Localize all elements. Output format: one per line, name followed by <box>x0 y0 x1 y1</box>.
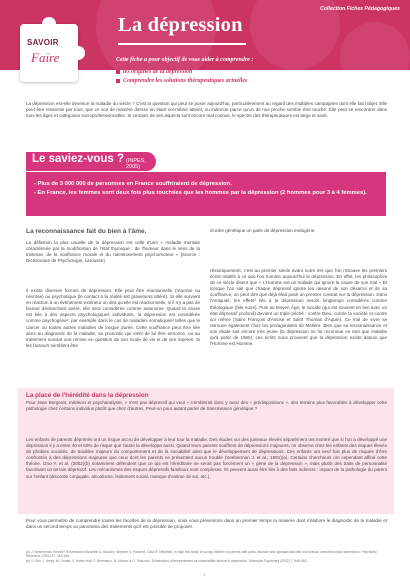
title-underline <box>118 43 246 45</box>
fact-item: - Plus de 3 000 000 de personnes en France souffriraient de dépression. <box>34 181 232 187</box>
logo-text-top: SAVOIR <box>27 38 59 47</box>
history-paragraph: Historiquement, c'est au premier siècle avant notre ère que l'on retrouve les premiers écrits relatifs à ce que l'on nomme aujourd'hui la dépression. En effet, les philosophes de ce siècle disent que « L'Homme est un malade qui ignore la cause de son mal » Et lorsque l'on sait que chaque dépressif ignore les raisons de son désarroi et de sa souffrance, on peut dire que déjà était posé un premier constat sur la dépression. Dans l'Antiquité, les effets³ liés à la dépression seront longtemps considérés comme théologique (bile noire). Puis au Moyen Âge, le suicide (qui est souvent en lien avec un état dépressif profond) devient un triple péché : contre Dieu, contre la société et contre soi même (Saint François d'Assise et Saint Thomas d'Aquin). Ce mal de vivre se retrouve également chez les protagonistes de Molière. Bien que sa reconnaissance et son étude soit encore très jeune (la dépression ne fut reconnue en tant que maladie qu'à partir de 1960), ces écrits nous prouvent que la dépression existe depuis que l'Homme est Homme. <box>210 268 387 347</box>
outro-paragraph: Pour vous permettre de comprendre toutes les facettes de la dépression, nous vous présentons dans un premier temps la manière dont s'élabore le diagnostic de la maladie et dans un second temps un panorama des traitements qu'il est possible de proposer. <box>26 518 387 530</box>
heredite-paragraph: Pour Jean Bergeret, médecin et psychanalyste, « n'est pas dépressif qui veut » s'emblerait donc y avoir des « prédispositions », des terrains plus favorables à développer cette pathologie chez certains individus plutôt que chez d'autres. Peut-on pour autant parler de transmission génétique ? <box>26 400 387 412</box>
facts-box <box>26 172 386 216</box>
collection-label: Collection Fiches Pédagogiques <box>320 6 400 12</box>
savoir-faire-logo <box>20 24 78 82</box>
puzzle-knob <box>71 46 85 60</box>
objective-item: Comprendre les solutions thérapeutiques actuelles <box>116 77 247 86</box>
saviez-vous-source: (INPES, 2005) <box>126 158 146 170</box>
endogenous-paragraph: d'ordre génétique on parle de dépression endogène. <box>210 228 316 233</box>
saviez-vous-banner <box>26 152 156 171</box>
objectives-list <box>116 68 247 85</box>
definition-paragraph: La définition la plus usuelle de la dépression est celle d'une « maladie mentale caractérisée par la modification de l'état thymique : de l'humeur dans le sens de la tristesse, de la souffrance morale et du ralentissement psychomoteur » [Source : Dictionnaire de Psychologie, Larousse]. <box>26 240 200 264</box>
square-bullet-icon <box>116 70 120 74</box>
fact-item: - En France, les femmes sont deux fois plus touchées que les hommes par la dépression (2 hommes pour 3 à 4 femmes). <box>34 190 367 196</box>
intro-lead: Cette fiche a pour objectif de vous aider à comprendre : <box>116 57 254 63</box>
header-decoration <box>340 22 410 70</box>
objective-item: les origines de la dépression <box>116 68 247 77</box>
page-number: 1 <box>203 572 206 577</box>
heredite-paragraph: Les enfants de parents déprimés ont un risque accru de développer à leur tour la maladie. Des études sur des jumeaux élevés séparément ont montré que si l'un a développé une dépression il y a entre 40 et 50% de risque que l'autre la développe aussi. Quand leurs parents souffrent de dépressions majeures, on observe chez les enfants des risques élevés de phobies sociales, de troubles majeurs du comportement et de la sociabilité ainsi que le développement de dépressions. Ces enfants ont neuf fois plus de risques d'être confrontés à des dépressions majeures que ceux dont les parents ne présentent aucun trouble (Seeberman J. et al., 1991)(a). Certains chercheurs ont cependant affiné cette théorie. Grio Y. et al. (2002)(b) notamment défendent que ce qui est héréditaire ne serait pas forcément un « gène de la dépression », mais plutôt des traits de personnalité favorisant un terrain dépressif. Les mécanismes des risques dépressifs familiaux sont complexes. Ils peuvent aussi être liés à des faits indirects : impact de la pathologie du parent sur l'enfant (discorde conjugale, alcoolisme, isolement social, manque d'estime de soi, etc.). <box>26 437 387 479</box>
footnote: (b) Y. Grio, J. Arvey, M. Orsatti, V. Huber-Huti, F. Bermasco, M. Marino & G. Pascucci, Dimensions of temperament as vulnerability factors in depression. Molecular Psychiatry (2002) 7, 948-953. <box>26 559 308 563</box>
intro-paragraph: La dépression est-elle devenue la maladie du siècle ? C'est la question qui peut se poser aujourd'hui, particulièrement au regard des multiples campagnes dont elle fait l'objet. Elle peut être ressentie par tous, que ce soit de manière directe en étant soi-même atteint, ou indirecte parce qu'un de nos proche semble être touché. Elle peut se rencontrer dans tous les âges et catégories socioprofessionnelles. Si certains de ses aspects sont encore mal connus, le spectre des thérapeutiques est large et varié. <box>26 101 387 119</box>
saviez-vous-title: Le saviez-vous ? <box>32 153 125 165</box>
square-bullet-icon <box>116 79 120 83</box>
section-heading: La reconnaissance fait du bien à l'âme. <box>26 228 147 235</box>
forms-paragraph: Il existe diverses formes de dépression. Elle peut être réactionnelle (réactive ou névrose) ou psychotique (le contact à la réalité est gravement altéré). Si elle survient en réaction à un événement extérieur on dira qu'elle est réactionnelle, si il n'y a pas de facteur déclenchant avéré, elle sera considérée comme autonome. Quand la cause est liée à des aspects psychologiques individuels, la dépression est considérée comme psychogène¹; par exemple dans le cas de maladies somatiques² telles que le cancer ou toutes autres maladies de longue durée. Cette souffrance peut être liée alors au diagnostic de la maladie, au pronostic qui vient de lui être annoncé, ou au traitement suivant une remise en question de son mode de vie et de ses repères. Si les facteurs semblent être <box>26 288 200 348</box>
footnote: (a) J. Seeberman, Kinnell? Rosenbaum Elizabeth A. Buckley, Stephen V. Faraone, Gina R. Hirshfeld, et high risk study of young children of parents with panic disorder and agoraphobia with and without comorbid major depression. Psychiatry Research (1991) 37, 163-165. <box>26 550 377 559</box>
page-title: La dépression <box>118 14 243 36</box>
logo-text-bottom: Faire <box>31 50 60 65</box>
heredite-heading: La place de l'hérédité dans la dépression <box>26 392 149 399</box>
